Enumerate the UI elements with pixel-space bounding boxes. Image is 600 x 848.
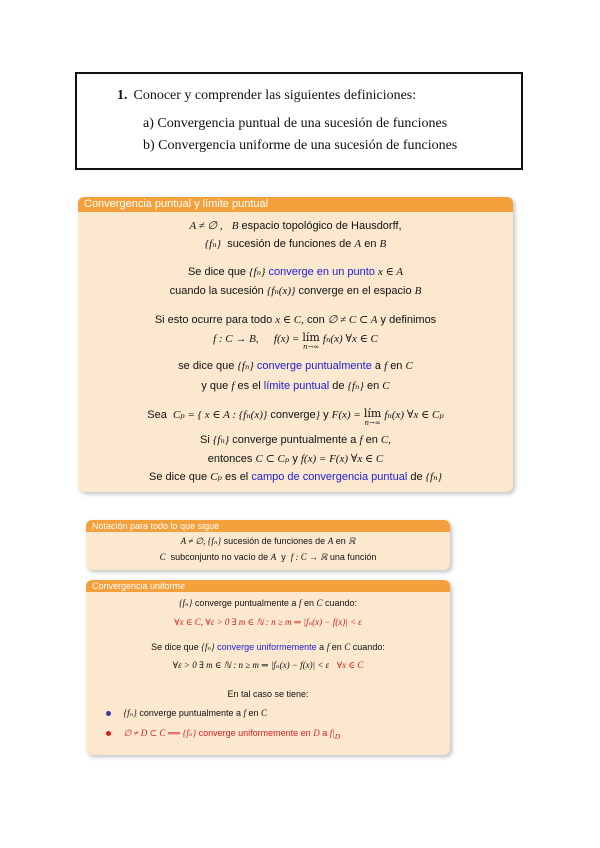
math: {fₙ} xyxy=(201,642,215,652)
text: Se dice que xyxy=(149,471,208,483)
limit-operator: lím n→∞ xyxy=(302,331,320,351)
text: espacio topológico de Hausdorff, xyxy=(241,220,402,232)
math: x ∈ C, xyxy=(275,314,304,326)
exercise-box xyxy=(75,72,523,170)
math: {fₙ} xyxy=(237,360,254,372)
text: cuando: xyxy=(325,598,358,608)
uniform-line-5: En tal caso se tiene: xyxy=(227,689,309,699)
math: f(x) = F(x) ∀x ∈ C xyxy=(300,453,384,465)
bullet-item-1 xyxy=(106,708,267,719)
math: {fₙ} xyxy=(123,708,137,718)
math: fₙ(x) ∀x ∈ C xyxy=(322,333,378,345)
math: fₙ(x) ∀x ∈ Cₚ xyxy=(384,409,444,421)
block-title: Notación para todo lo que sigue xyxy=(86,520,450,532)
text: y definimos xyxy=(380,314,437,326)
highlight-term: converge uniformemente xyxy=(217,642,317,652)
math: Cₚ = { x ∈ A : {fₙ(x)} xyxy=(172,409,268,421)
def-line-5 xyxy=(78,313,513,326)
block-title: Convergencia uniforme xyxy=(86,580,450,592)
text: converge xyxy=(270,409,316,421)
uniform-line-1 xyxy=(86,598,450,609)
notation-line-1 xyxy=(86,536,450,547)
math: F(x) = xyxy=(331,409,361,421)
math: ℝ xyxy=(348,536,356,546)
uniform-convergence-block xyxy=(86,580,450,755)
math: {fₙ} xyxy=(249,266,266,278)
def-line-12 xyxy=(78,470,513,483)
exercise-number: 1. xyxy=(117,88,128,103)
math: f : C → ℝ xyxy=(290,552,328,562)
text: a xyxy=(374,360,381,372)
text: es el xyxy=(237,380,261,392)
math: C ⊂ Cₚ xyxy=(255,453,290,465)
math: C xyxy=(344,642,351,652)
notation-block xyxy=(86,520,450,570)
highlight-term: converge en un punto xyxy=(268,266,375,278)
math: x ∈ A xyxy=(377,266,404,278)
def-line-2 xyxy=(78,237,513,250)
math: A xyxy=(327,536,334,546)
math-subscript: D xyxy=(334,731,341,741)
exercise-title xyxy=(117,88,416,104)
text: sucesión de funciones de xyxy=(223,536,326,546)
text: converge uniformemente en xyxy=(198,728,311,738)
math: {fₙ} xyxy=(204,238,222,250)
text: a xyxy=(319,642,325,652)
math: f xyxy=(326,642,330,652)
text: entonces xyxy=(207,453,253,465)
uniform-line-3 xyxy=(86,642,450,653)
math: f xyxy=(231,380,235,392)
text: en xyxy=(390,360,403,372)
math: B xyxy=(231,220,239,232)
def-line-6 xyxy=(78,332,513,351)
highlight-term: converge puntualmente xyxy=(256,360,372,372)
text: con xyxy=(306,314,325,326)
pointwise-convergence-block xyxy=(78,197,513,492)
text: converge en el espacio xyxy=(298,285,412,297)
text: cuando: xyxy=(352,642,385,652)
math: Cₚ xyxy=(210,471,222,483)
exercise-item-b: b) Convergencia uniforme de una sucesión de funciones xyxy=(143,138,458,153)
text: Si esto ocurre para todo xyxy=(154,314,273,326)
def-line-9 xyxy=(78,408,513,427)
math: {fₙ} xyxy=(425,471,442,483)
math: C xyxy=(261,708,268,718)
math: ∅ ≠ D ⊂ C ⟹ {fₙ} xyxy=(123,728,197,738)
math: {fₙ(x)} xyxy=(266,285,296,297)
text: y xyxy=(292,453,298,465)
def-line-4 xyxy=(78,284,513,297)
math: ∀x ∈ C xyxy=(336,660,364,670)
bullet-item-2 xyxy=(106,728,340,741)
text: una función xyxy=(329,552,377,562)
def-line-7 xyxy=(78,359,513,372)
math: {fₙ} xyxy=(347,380,364,392)
math: {fₙ} xyxy=(212,434,230,446)
math: A ≠ ∅, {fₙ} xyxy=(180,536,222,546)
def-line-3 xyxy=(78,265,513,278)
bullet-dot xyxy=(106,711,111,716)
highlight-term: límite puntual xyxy=(263,380,330,392)
math: C xyxy=(405,360,413,372)
text: a xyxy=(322,728,328,738)
uniform-line-4 xyxy=(86,660,450,671)
math: f(x) = xyxy=(273,333,300,345)
math: ∅ ≠ C ⊂ A xyxy=(327,314,378,326)
notation-line-2 xyxy=(86,552,450,563)
math: {fₙ} xyxy=(178,598,193,608)
math: f : C → B, xyxy=(213,333,259,345)
math: } xyxy=(315,409,321,421)
text: en xyxy=(248,708,259,718)
math: f xyxy=(384,360,388,372)
def-line-8 xyxy=(78,379,513,392)
math: D xyxy=(313,728,320,738)
limit-operator: lím n→∞ xyxy=(363,407,382,427)
text: converge puntualmente a xyxy=(139,708,241,718)
text: Se dice que xyxy=(187,266,247,278)
text: subconjunto no vacío de xyxy=(170,552,269,562)
math: C xyxy=(382,380,390,392)
text: en xyxy=(335,536,346,546)
math: f xyxy=(359,434,363,446)
text: converge puntualmente a xyxy=(194,598,297,608)
text: y xyxy=(281,552,286,562)
text: se dice que xyxy=(178,360,235,372)
text: en xyxy=(365,434,378,446)
math: B xyxy=(379,238,387,250)
math: A xyxy=(354,238,362,250)
text: Sea xyxy=(147,409,167,421)
text: en xyxy=(364,238,377,250)
exercise-item-a: a) Convergencia puntual de una sucesión de funciones xyxy=(143,116,448,131)
math: ∀x ∈ C, ∀ε > 0 ∃ m ∈ ℕ : n ≥ m ⇒ |fₙ(x) − f(x)| < ε xyxy=(174,617,362,627)
math: ∀ε > 0 ∃ m ∈ ℕ : n ≥ m ⇒ |fₙ(x) − f(x)| < ε xyxy=(172,660,330,670)
exercise-intro: Conocer y comprender las siguientes definiciones: xyxy=(133,88,417,103)
math: B xyxy=(414,285,422,297)
def-line-10 xyxy=(78,433,513,446)
math: f| xyxy=(329,728,335,738)
math: f xyxy=(243,708,246,718)
math: C xyxy=(159,552,166,562)
text: es el xyxy=(225,471,249,483)
text: cuando la sucesión xyxy=(169,285,264,297)
text: sucesión de funciones de xyxy=(227,238,352,250)
math: C xyxy=(316,598,323,608)
uniform-line-2 xyxy=(86,617,450,628)
def-line-11 xyxy=(78,452,513,465)
text: y que xyxy=(201,380,229,392)
text: en xyxy=(303,598,314,608)
text: converge puntualmente a xyxy=(232,434,357,446)
block-title: Convergencia puntual y límite puntual xyxy=(78,197,513,212)
text: de xyxy=(410,471,423,483)
text: de xyxy=(332,380,345,392)
text: Si xyxy=(200,434,210,446)
bullet-dot xyxy=(106,731,111,736)
highlight-term: campo de convergencia puntual xyxy=(251,471,408,483)
math: A xyxy=(270,552,277,562)
text: en xyxy=(331,642,342,652)
text: y xyxy=(323,409,329,421)
text: Se dice que xyxy=(151,642,199,652)
def-line-1 xyxy=(78,219,513,232)
text: en xyxy=(366,380,380,392)
math: C, xyxy=(380,434,391,446)
math: f xyxy=(298,598,302,608)
math: A ≠ ∅ , xyxy=(189,220,223,232)
